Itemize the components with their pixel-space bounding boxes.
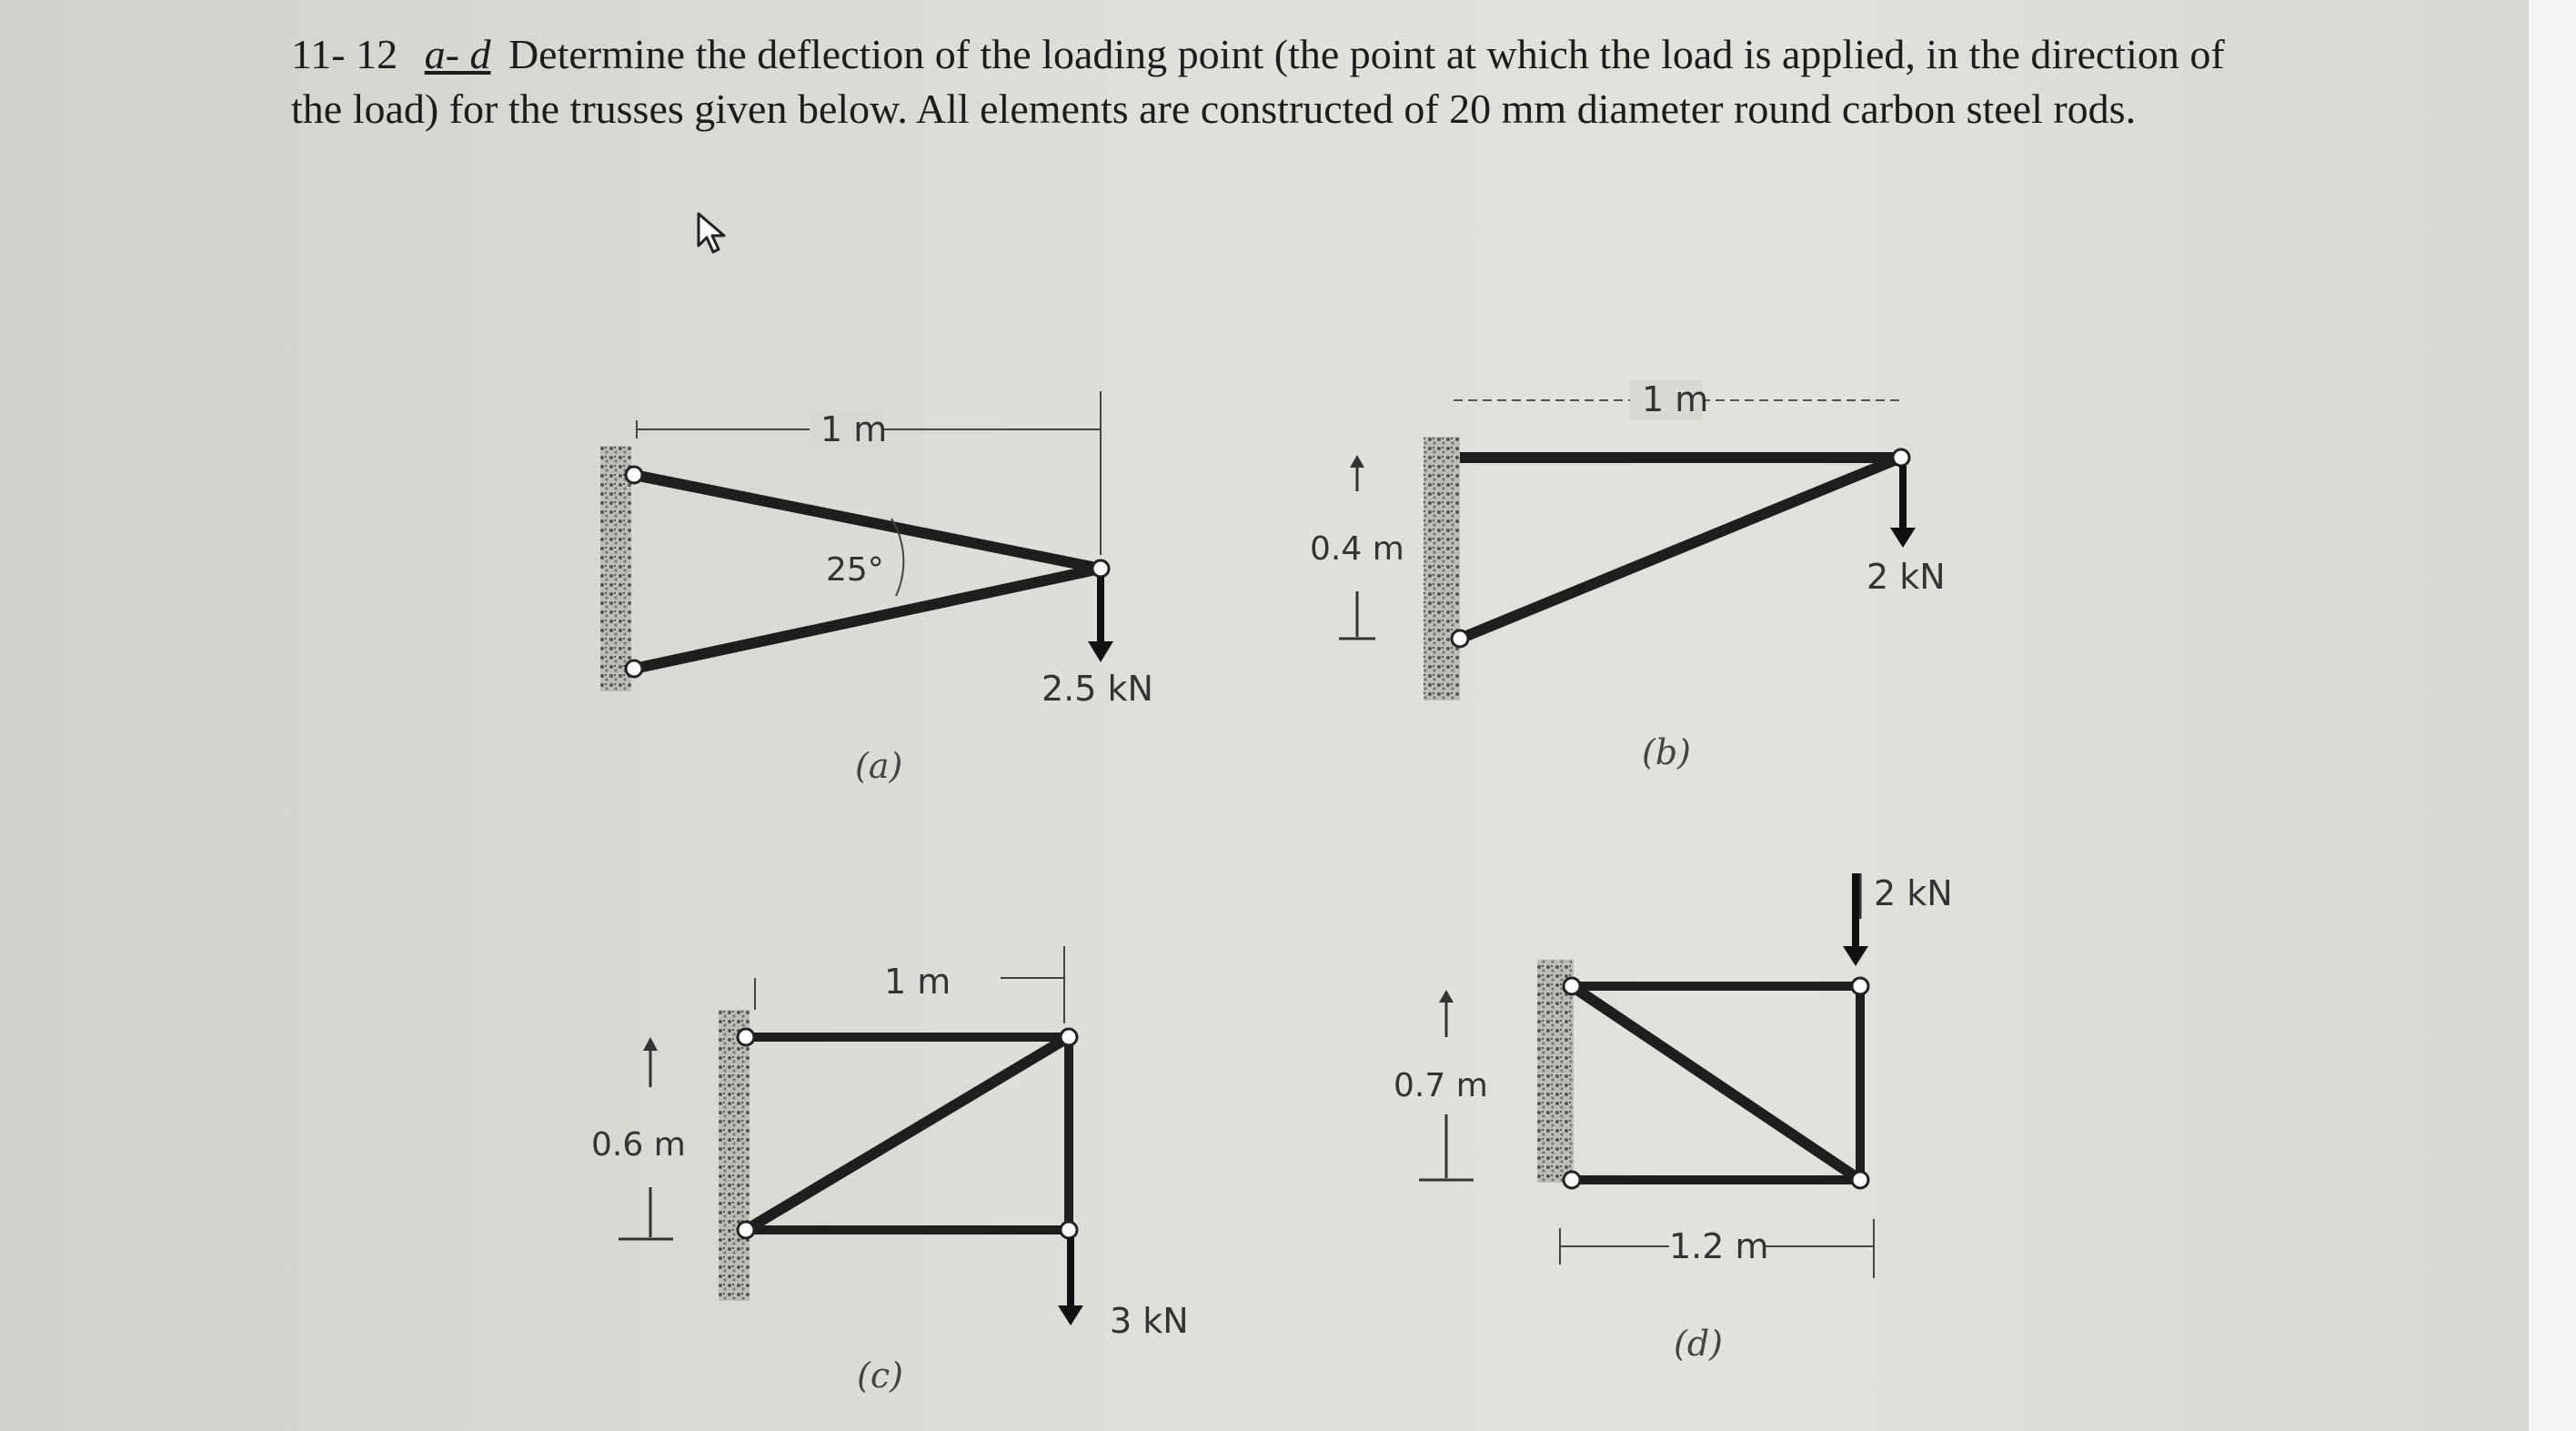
screen-edge [2529, 0, 2576, 1431]
wall-support [1424, 437, 1460, 700]
load-arrow-icon [1890, 528, 1916, 548]
figure-d [1364, 864, 2056, 1392]
figure-c [582, 928, 1219, 1401]
joint [1852, 1172, 1868, 1188]
height-label: 0.7 m [1394, 1067, 1488, 1104]
truss-member [1460, 458, 1901, 639]
figure-caption: (b) [1642, 732, 1691, 772]
joint [1564, 1172, 1580, 1188]
span-label: 1 m [820, 409, 888, 449]
load-label: 2.5 kN [1041, 669, 1153, 709]
load-label: 2 kN [1874, 873, 1953, 913]
height-label: 0.4 m [1310, 530, 1404, 568]
height-label: 0.6 m [591, 1126, 686, 1164]
problem-text: Determine the deflection of the loading point (the point at which the load is applied, in the direction of the load) for the trusses given below. All elements are constructed of 20 mm diameter round carbon steel rods. [291, 31, 2225, 132]
problem-statement [291, 27, 2274, 136]
joint [626, 467, 642, 483]
load-arrow-icon [1088, 641, 1113, 662]
load-arrow-icon [1843, 946, 1868, 966]
problem-number: 11- 12 [291, 31, 398, 77]
load-label: 2 kN [1867, 557, 1946, 597]
wall-support [719, 1010, 750, 1301]
joint [1061, 1222, 1077, 1238]
load-label: 3 kN [1110, 1301, 1189, 1341]
joint [738, 1029, 754, 1045]
figure-caption: (d) [1674, 1324, 1723, 1364]
joint [1452, 630, 1468, 647]
figure-caption: (c) [857, 1355, 903, 1396]
joint [626, 660, 642, 677]
figure-a [582, 373, 1219, 791]
load-arrow-icon [1058, 1305, 1083, 1325]
pointer-cursor-icon [696, 211, 732, 257]
joint [738, 1222, 754, 1238]
angle-label: 25° [826, 551, 884, 589]
span-label: 1 m [884, 962, 951, 1002]
joint [1061, 1029, 1077, 1045]
truss-member [1572, 986, 1860, 1180]
truss-member [746, 1037, 1069, 1230]
figure-caption: (a) [855, 746, 903, 786]
joint [1852, 978, 1868, 994]
figure-b [1292, 373, 2019, 791]
span-label: 1 m [1642, 379, 1709, 419]
joint [1092, 560, 1109, 577]
joint [1893, 449, 1909, 466]
span-label: 1.2 m [1669, 1226, 1769, 1266]
problem-ref: a- d [424, 31, 491, 77]
joint [1564, 978, 1580, 994]
wall-support [600, 446, 631, 691]
